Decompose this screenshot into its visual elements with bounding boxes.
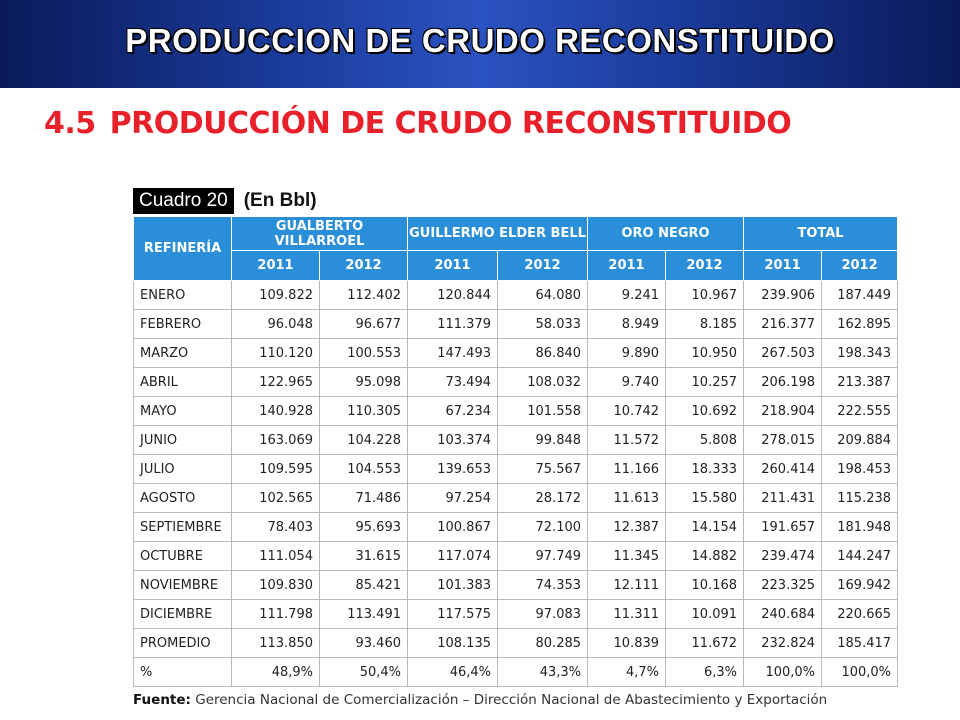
table-cell: 10.950 — [666, 339, 744, 368]
table-cell: 111.054 — [232, 542, 320, 571]
year-header: 2012 — [498, 251, 588, 281]
year-header: 2011 — [744, 251, 822, 281]
section-number: 4.5 — [44, 106, 96, 141]
row-label: ABRIL — [134, 368, 232, 397]
table-cell: 11.672 — [666, 629, 744, 658]
table-cell: 117.575 — [408, 600, 498, 629]
table-cell: 11.311 — [588, 600, 666, 629]
table-cell: 46,4% — [408, 658, 498, 687]
table-cell: 93.460 — [320, 629, 408, 658]
table-row — [134, 310, 898, 339]
table-cell: 10.168 — [666, 571, 744, 600]
row-label: DICIEMBRE — [134, 600, 232, 629]
table-cell: 11.166 — [588, 455, 666, 484]
table-cell: 74.353 — [498, 571, 588, 600]
row-label: ENERO — [134, 281, 232, 310]
table-cell: 100,0% — [822, 658, 898, 687]
table-cell: 117.074 — [408, 542, 498, 571]
table-cell: 147.493 — [408, 339, 498, 368]
table-cell: 14.882 — [666, 542, 744, 571]
table-cell: 50,4% — [320, 658, 408, 687]
table-cell: 267.503 — [744, 339, 822, 368]
table-cell: 122.965 — [232, 368, 320, 397]
table-cell: 162.895 — [822, 310, 898, 339]
section-heading — [44, 106, 791, 141]
table-cell: 9.890 — [588, 339, 666, 368]
table-body — [134, 281, 898, 687]
row-label: OCTUBRE — [134, 542, 232, 571]
table-cell: 108.135 — [408, 629, 498, 658]
slide-title: PRODUCCION DE CRUDO RECONSTITUIDO — [125, 22, 835, 59]
table-cell: 104.553 — [320, 455, 408, 484]
table-cell: 163.069 — [232, 426, 320, 455]
table-cell: 112.402 — [320, 281, 408, 310]
table-cell: 86.840 — [498, 339, 588, 368]
table-cell: 139.653 — [408, 455, 498, 484]
row-label: JUNIO — [134, 426, 232, 455]
table-cell: 100,0% — [744, 658, 822, 687]
table-cell: 10.839 — [588, 629, 666, 658]
table-cell: 101.383 — [408, 571, 498, 600]
table-cell: 96.677 — [320, 310, 408, 339]
year-header: 2012 — [320, 251, 408, 281]
table-cell: 218.904 — [744, 397, 822, 426]
table-cell: 5.808 — [666, 426, 744, 455]
table-cell: 102.565 — [232, 484, 320, 513]
table-cell: 9.241 — [588, 281, 666, 310]
table-cell: 10.967 — [666, 281, 744, 310]
year-header: 2011 — [408, 251, 498, 281]
year-header: 2011 — [588, 251, 666, 281]
table-cell: 97.254 — [408, 484, 498, 513]
table-cell: 18.333 — [666, 455, 744, 484]
group-header: ORO NEGRO — [588, 217, 744, 251]
row-label: MAYO — [134, 397, 232, 426]
table-cell: 10.257 — [666, 368, 744, 397]
table-cell: 72.100 — [498, 513, 588, 542]
caption-label: Cuadro 20 — [133, 188, 234, 214]
table-cell: 185.417 — [822, 629, 898, 658]
table-row — [134, 397, 898, 426]
year-header-row — [134, 251, 898, 281]
table-cell: 103.374 — [408, 426, 498, 455]
row-label: MARZO — [134, 339, 232, 368]
row-label: NOVIEMBRE — [134, 571, 232, 600]
table-cell: 85.421 — [320, 571, 408, 600]
table-cell: 12.387 — [588, 513, 666, 542]
table-cell: 11.345 — [588, 542, 666, 571]
table-cell: 109.822 — [232, 281, 320, 310]
table-cell: 12.111 — [588, 571, 666, 600]
table-cell: 97.749 — [498, 542, 588, 571]
table-row — [134, 281, 898, 310]
corner-header: REFINERÍA — [134, 217, 232, 281]
table-cell: 223.325 — [744, 571, 822, 600]
group-header-row — [134, 217, 898, 251]
table-cell: 181.948 — [822, 513, 898, 542]
table-cell: 144.247 — [822, 542, 898, 571]
table-cell: 110.120 — [232, 339, 320, 368]
table-cell: 71.486 — [320, 484, 408, 513]
row-label: AGOSTO — [134, 484, 232, 513]
table-cell: 260.414 — [744, 455, 822, 484]
table-cell: 109.830 — [232, 571, 320, 600]
table-cell: 75.567 — [498, 455, 588, 484]
table-cell: 9.740 — [588, 368, 666, 397]
table-cell: 108.032 — [498, 368, 588, 397]
table-row — [134, 484, 898, 513]
table-cell: 43,3% — [498, 658, 588, 687]
table-row — [134, 658, 898, 687]
table-cell: 101.558 — [498, 397, 588, 426]
year-header: 2012 — [822, 251, 898, 281]
table-cell: 120.844 — [408, 281, 498, 310]
table-cell: 28.172 — [498, 484, 588, 513]
row-label: SEPTIEMBRE — [134, 513, 232, 542]
title-banner — [0, 0, 960, 88]
table-row — [134, 368, 898, 397]
table-cell: 67.234 — [408, 397, 498, 426]
table-cell: 100.553 — [320, 339, 408, 368]
table-cell: 209.884 — [822, 426, 898, 455]
table-cell: 109.595 — [232, 455, 320, 484]
table-cell: 48,9% — [232, 658, 320, 687]
row-label: JULIO — [134, 455, 232, 484]
table-cell: 239.474 — [744, 542, 822, 571]
table-row — [134, 629, 898, 658]
table-cell: 191.657 — [744, 513, 822, 542]
table-cell: 104.228 — [320, 426, 408, 455]
table-cell: 213.387 — [822, 368, 898, 397]
table-cell: 239.906 — [744, 281, 822, 310]
table-cell: 95.693 — [320, 513, 408, 542]
table-cell: 220.665 — [822, 600, 898, 629]
table-cell: 211.431 — [744, 484, 822, 513]
year-header: 2011 — [232, 251, 320, 281]
table-cell: 14.154 — [666, 513, 744, 542]
table-cell: 10.742 — [588, 397, 666, 426]
table-cell: 96.048 — [232, 310, 320, 339]
table-row — [134, 455, 898, 484]
row-label: % — [134, 658, 232, 687]
table-cell: 80.285 — [498, 629, 588, 658]
table-row — [134, 600, 898, 629]
table-cell: 11.613 — [588, 484, 666, 513]
table-row — [134, 571, 898, 600]
table-cell: 198.343 — [822, 339, 898, 368]
table-cell: 111.798 — [232, 600, 320, 629]
source-text: Gerencia Nacional de Comercialización – Dirección Nacional de Abastecimiento y Exportación — [195, 692, 828, 708]
table-cell: 232.824 — [744, 629, 822, 658]
table-cell: 31.615 — [320, 542, 408, 571]
table-cell: 10.692 — [666, 397, 744, 426]
table-cell: 240.684 — [744, 600, 822, 629]
table-cell: 4,7% — [588, 658, 666, 687]
table-row — [134, 426, 898, 455]
table-cell: 6,3% — [666, 658, 744, 687]
table-cell: 8.185 — [666, 310, 744, 339]
table-cell: 169.942 — [822, 571, 898, 600]
table-caption — [133, 188, 317, 214]
table-cell: 99.848 — [498, 426, 588, 455]
table-cell: 73.494 — [408, 368, 498, 397]
table-cell: 216.377 — [744, 310, 822, 339]
table-row — [134, 513, 898, 542]
source-label: Fuente: — [133, 692, 191, 708]
table-cell: 198.453 — [822, 455, 898, 484]
table-cell: 115.238 — [822, 484, 898, 513]
group-header: TOTAL — [744, 217, 898, 251]
source-note — [133, 692, 827, 708]
table-cell: 78.403 — [232, 513, 320, 542]
caption-unit: (En Bbl) — [243, 190, 317, 211]
row-label: PROMEDIO — [134, 629, 232, 658]
table-row — [134, 542, 898, 571]
table-cell: 100.867 — [408, 513, 498, 542]
table-cell: 110.305 — [320, 397, 408, 426]
table-cell: 97.083 — [498, 600, 588, 629]
table-cell: 222.555 — [822, 397, 898, 426]
table-cell: 206.198 — [744, 368, 822, 397]
table-cell: 64.080 — [498, 281, 588, 310]
production-table — [133, 216, 898, 687]
table-cell: 10.091 — [666, 600, 744, 629]
table-cell: 278.015 — [744, 426, 822, 455]
group-header: GUILLERMO ELDER BELL — [408, 217, 588, 251]
table-cell: 113.491 — [320, 600, 408, 629]
table-cell: 140.928 — [232, 397, 320, 426]
table-cell: 111.379 — [408, 310, 498, 339]
table-cell: 15.580 — [666, 484, 744, 513]
table-row — [134, 339, 898, 368]
table-cell: 58.033 — [498, 310, 588, 339]
table-cell: 95.098 — [320, 368, 408, 397]
table-cell: 187.449 — [822, 281, 898, 310]
year-header: 2012 — [666, 251, 744, 281]
section-title: PRODUCCIÓN DE CRUDO RECONSTITUIDO — [109, 106, 792, 141]
table-cell: 8.949 — [588, 310, 666, 339]
table-cell: 11.572 — [588, 426, 666, 455]
row-label: FEBRERO — [134, 310, 232, 339]
group-header: GUALBERTO VILLARROEL — [232, 217, 408, 251]
table-cell: 113.850 — [232, 629, 320, 658]
